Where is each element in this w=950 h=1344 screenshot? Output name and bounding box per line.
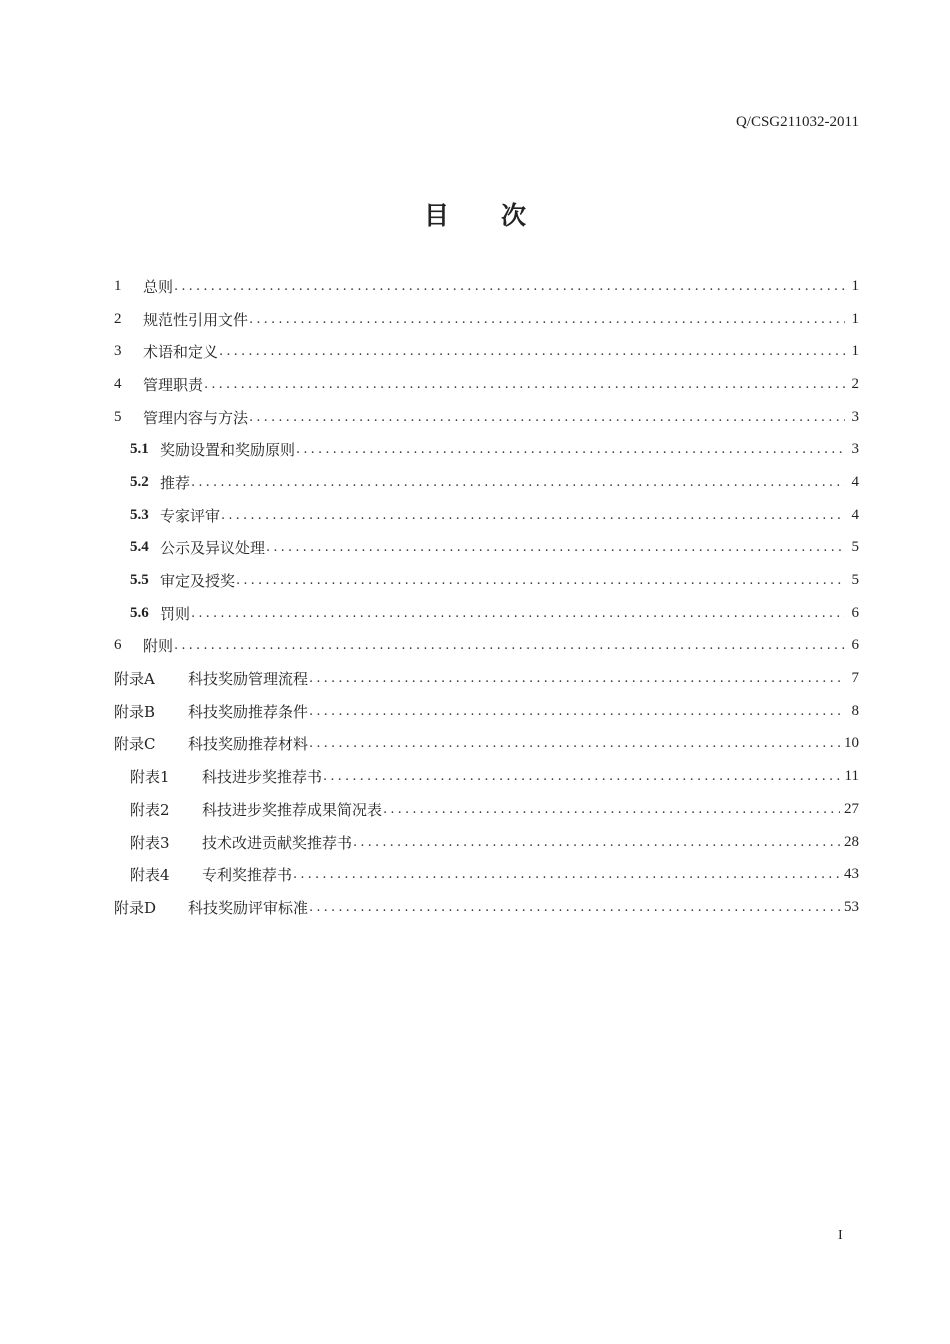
toc-leader xyxy=(191,475,845,490)
toc-leader xyxy=(309,704,845,719)
toc-page: 6 xyxy=(851,604,859,621)
toc-entry[interactable] xyxy=(114,695,859,728)
toc-label: 管理内容与方法 xyxy=(143,408,249,427)
toc-leader xyxy=(249,410,845,425)
toc-number: 附表3 xyxy=(130,833,170,852)
toc-leader xyxy=(191,606,845,621)
toc-leader xyxy=(221,508,845,523)
toc-page: 3 xyxy=(851,408,859,425)
toc-page: 3 xyxy=(851,441,859,458)
toc-leader xyxy=(174,279,845,294)
toc-label: 科技奖励管理流程 xyxy=(188,670,309,689)
toc-label: 推荐 xyxy=(160,473,191,492)
toc-label: 审定及授奖 xyxy=(160,572,236,591)
toc-label: 术语和定义 xyxy=(143,343,219,362)
toc-number: 5.2 xyxy=(130,473,149,490)
toc-leader xyxy=(174,638,845,653)
toc-number: 1 xyxy=(114,277,122,294)
toc-page: 1 xyxy=(851,310,859,327)
toc-page: 5 xyxy=(851,572,859,589)
toc-entry[interactable] xyxy=(114,466,859,499)
toc-number: 5.6 xyxy=(130,604,149,621)
toc-page: 11 xyxy=(844,768,859,785)
toc-entry[interactable] xyxy=(114,433,859,466)
toc-number: 附录C xyxy=(114,735,156,754)
toc-page: 4 xyxy=(851,473,859,490)
toc-number: 5.3 xyxy=(130,506,149,523)
toc-page: 10 xyxy=(844,735,859,752)
toc-number: 附录D xyxy=(114,898,157,917)
toc-number: 附录A xyxy=(114,670,155,689)
toc-page: 7 xyxy=(851,670,859,687)
toc-label: 罚则 xyxy=(160,604,191,623)
toc-page: 28 xyxy=(844,833,859,850)
toc-entry[interactable] xyxy=(114,270,859,303)
toc-leader xyxy=(296,442,845,457)
toc-label: 科技进步奖推荐书 xyxy=(202,768,323,787)
toc-page: 53 xyxy=(844,898,859,915)
toc-entry[interactable] xyxy=(114,335,859,368)
toc-leader xyxy=(353,835,840,850)
toc-leader xyxy=(323,769,841,784)
toc-page: 5 xyxy=(851,539,859,556)
toc-label: 科技进步奖推荐成果简况表 xyxy=(202,800,383,819)
document-code: Q/CSG211032-2011 xyxy=(735,114,859,130)
toc-label: 专利奖推荐书 xyxy=(202,866,293,885)
toc-label: 科技奖励推荐条件 xyxy=(188,702,309,721)
toc-entry[interactable] xyxy=(114,891,859,924)
toc-entry[interactable] xyxy=(114,303,859,336)
page-number: I xyxy=(838,1228,843,1243)
toc-page: 2 xyxy=(851,375,859,392)
toc-number: 2 xyxy=(114,310,122,327)
toc-leader xyxy=(293,867,840,882)
toc-entry[interactable] xyxy=(114,499,859,532)
toc-entry[interactable] xyxy=(114,368,859,401)
toc-page: 4 xyxy=(851,506,859,523)
toc-entry[interactable] xyxy=(114,826,859,859)
toc-entry[interactable] xyxy=(114,401,859,434)
toc-leader xyxy=(204,377,845,392)
toc-entry[interactable] xyxy=(114,662,859,695)
toc-leader xyxy=(383,802,840,817)
toc-entry[interactable] xyxy=(114,760,859,793)
toc-entry[interactable] xyxy=(114,858,859,891)
toc-number: 附表2 xyxy=(130,800,170,819)
toc-entry[interactable] xyxy=(114,564,859,597)
toc-label: 奖励设置和奖励原则 xyxy=(160,441,296,460)
title-char-2: 次 xyxy=(501,201,527,230)
toc-number: 5.4 xyxy=(130,539,149,556)
toc-leader xyxy=(309,736,840,751)
toc-leader xyxy=(249,312,845,327)
toc-leader xyxy=(266,540,845,555)
toc-number: 附表1 xyxy=(130,768,170,787)
toc-label: 技术改进贡献奖推荐书 xyxy=(202,833,353,852)
toc-label: 管理职责 xyxy=(143,375,204,394)
toc-leader xyxy=(309,671,845,686)
toc-leader xyxy=(236,573,845,588)
toc-page: 1 xyxy=(851,343,859,360)
toc-entry[interactable] xyxy=(114,630,859,663)
toc-number: 6 xyxy=(114,637,122,654)
toc-page: 6 xyxy=(851,637,859,654)
toc-entry[interactable] xyxy=(114,532,859,565)
toc-entry[interactable] xyxy=(114,728,859,761)
toc-entry[interactable] xyxy=(114,597,859,630)
toc-number: 5.5 xyxy=(130,572,149,589)
toc-label: 公示及异议处理 xyxy=(160,539,266,558)
toc-number: 3 xyxy=(114,343,122,360)
page-title xyxy=(0,196,950,232)
toc-label: 专家评审 xyxy=(160,506,221,525)
toc-entry[interactable] xyxy=(114,793,859,826)
toc-label: 科技奖励评审标准 xyxy=(188,898,309,917)
toc-number: 4 xyxy=(114,375,122,392)
toc-number: 附表4 xyxy=(130,866,170,885)
toc-number: 附录B xyxy=(114,702,156,721)
table-of-contents xyxy=(114,270,859,924)
toc-leader xyxy=(309,900,840,915)
toc-leader xyxy=(219,344,845,359)
toc-label: 规范性引用文件 xyxy=(143,310,249,329)
toc-label: 附则 xyxy=(143,637,174,656)
toc-number: 5 xyxy=(114,408,122,425)
toc-label: 科技奖励推荐材料 xyxy=(188,735,309,754)
toc-page: 27 xyxy=(844,800,859,817)
title-char-1: 目 xyxy=(423,201,449,230)
toc-page: 8 xyxy=(851,702,859,719)
toc-page: 43 xyxy=(844,866,859,883)
toc-number: 5.1 xyxy=(130,441,149,458)
toc-page: 1 xyxy=(851,277,859,294)
toc-label: 总则 xyxy=(143,277,174,296)
